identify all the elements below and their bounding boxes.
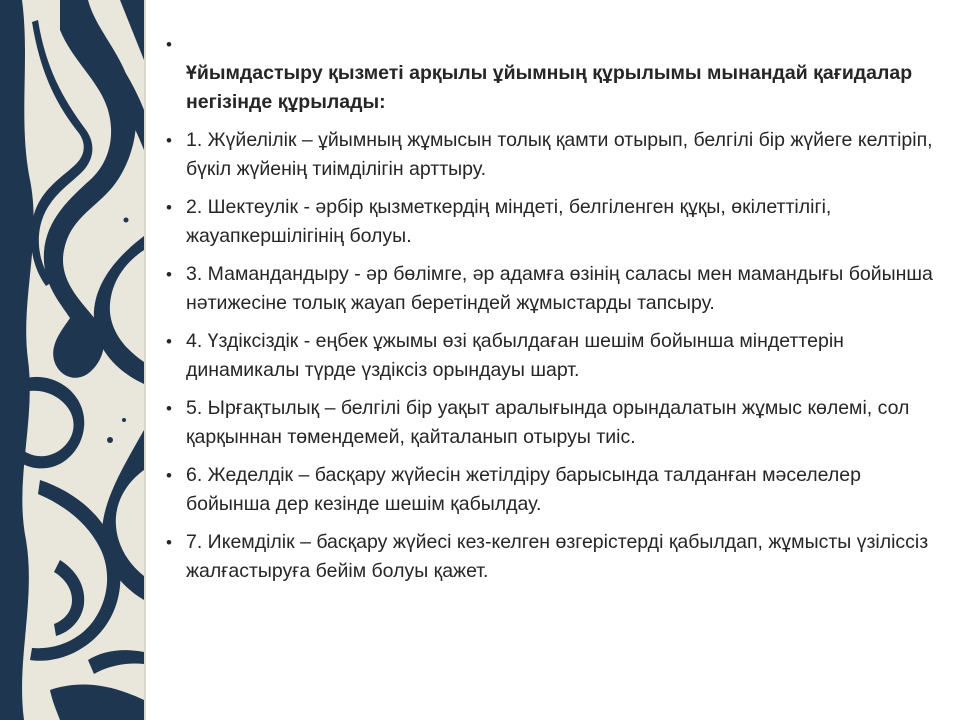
list-item [166, 126, 936, 184]
bullet-icon: • [166, 35, 172, 54]
heading-bullet-line [166, 30, 936, 59]
bullet-icon: • [166, 533, 172, 552]
list-item [166, 327, 936, 385]
heading-text: Ұйымдастыру қызметі арқылы ұйымның құрылымы мынандай қағидалар негізінде құрылады: [186, 62, 913, 113]
bullet-icon: • [166, 332, 172, 351]
bullet-icon: • [166, 466, 172, 485]
list-item-text: 1. Жүйелілік – ұйымның жұмысын толық қамти отырып, белгілі бір жүйеге келтіріп, бүкіл жүйенің тиімділігін арттыру. [186, 129, 933, 180]
bullet-icon: • [166, 399, 172, 418]
list-item-text: 3. Мамандандыру - әр бөлімге, әр адамға өзінің саласы мен мамандығы бойынша нәтижесіне толық жауап беретіндей жұмыстарды тапсыру. [186, 263, 933, 314]
heading-item [166, 30, 936, 117]
list-item-text: 6. Жеделдік – басқару жүйесін жетілдіру барысында талданған мәселелер бойынша дер кезінде шешім қабылдау. [186, 464, 861, 515]
list-item [166, 528, 936, 586]
list-item-text: 4. Үздіксіздік - еңбек ұжымы өзі қабылдаған шешім бойынша міндеттерін динамикалы түрде үздіксіз орындауы шарт. [186, 330, 844, 381]
list-item [166, 193, 936, 251]
slide-content [166, 30, 936, 595]
swirl-pattern-image [0, 0, 144, 720]
list-item-text: 7. Икемділік – басқару жүйесі кез-келген өзгерістерді қабылдап, жұмысты үзіліссіз жалғастыруға бейім болуы қажет. [186, 531, 929, 582]
panel-divider [144, 0, 146, 720]
list-item-text: 5. Ырғақтылық – белгілі бір уақыт аралығында орындалатын жұмыс көлемі, сол қарқыннан төмендемей, қайталанып отыруы тиіс. [186, 397, 910, 448]
list-item [166, 260, 936, 318]
list-item [166, 394, 936, 452]
list-item [166, 461, 936, 519]
bullet-icon: • [166, 198, 172, 217]
bullet-icon: • [166, 265, 172, 284]
bullet-icon: • [166, 131, 172, 150]
decorative-swirl-panel [0, 0, 144, 720]
list-item-text: 2. Шектеулік - әрбір қызметкердің міндеті, белгіленген құқы, өкілеттілігі, жауапкершілігінің болуы. [186, 196, 832, 247]
